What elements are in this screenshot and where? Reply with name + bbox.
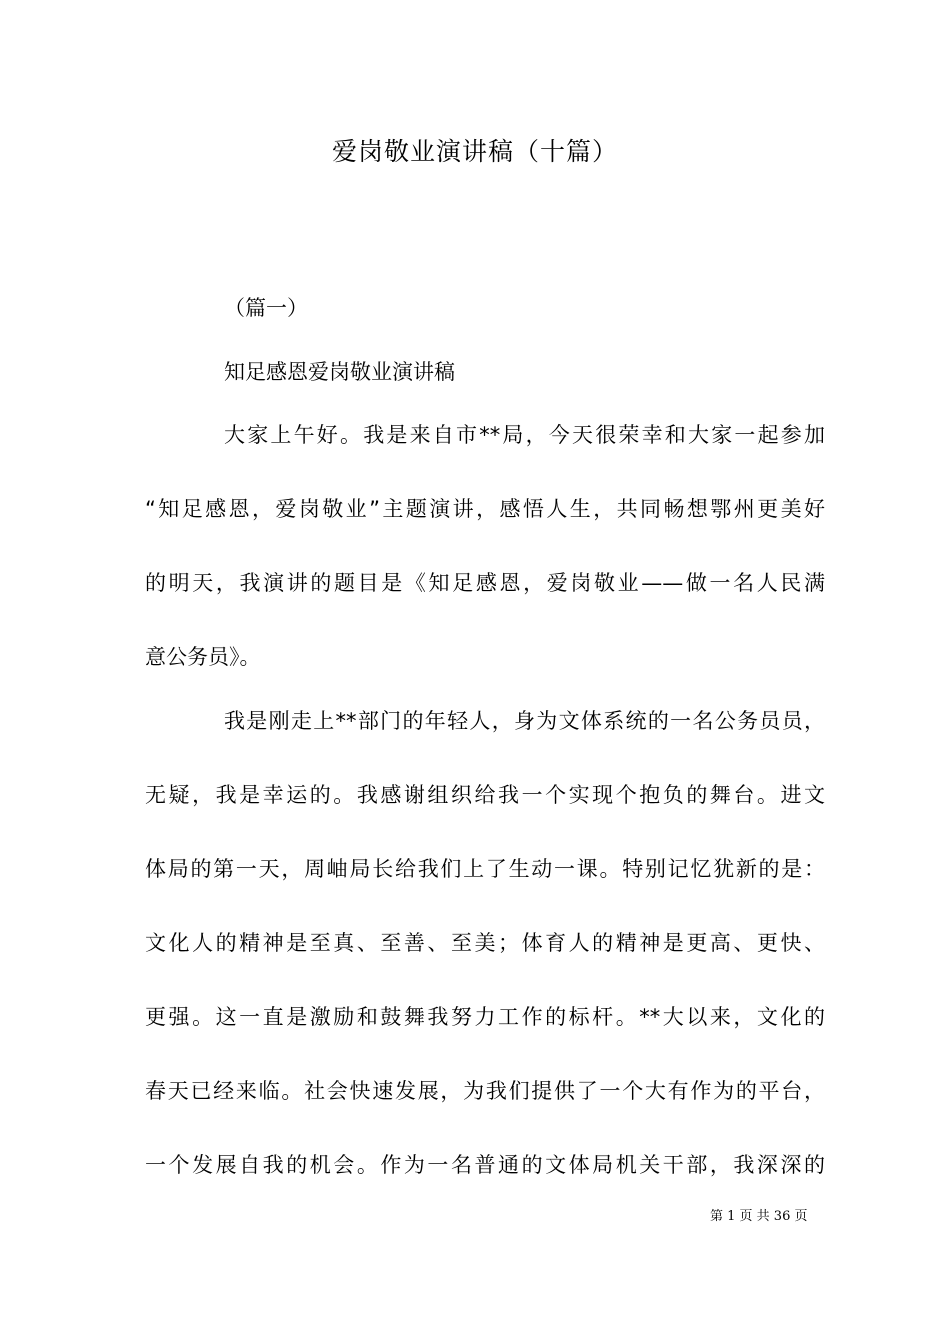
section-label: （篇一） <box>224 296 308 320</box>
document-title: 爱岗敬业演讲稿（十篇） <box>331 137 618 166</box>
paragraph-line: 无疑，我是幸运的。我感谢组织给我一个实现个抱负的舞台。进文 <box>145 783 825 807</box>
paragraph-line: 更强。这一直是激励和鼓舞我努力工作的标杆。**大以来，文化的 <box>145 1005 825 1029</box>
paragraph-line: 意公务员》。 <box>145 645 261 669</box>
paragraph-line: “知足感恩，爱岗敬业”主题演讲，感悟人生，共同畅想鄂州更美好 <box>145 497 825 521</box>
paragraph-line: 春天已经来临。社会快速发展，为我们提供了一个大有作为的平台， <box>145 1079 825 1103</box>
page-number: 第 1 页 共 36 页 <box>710 1209 808 1224</box>
paragraph-line: 我是刚走上**部门的年轻人，身为文体系统的一名公务员员， <box>224 709 825 733</box>
paragraph-line: 文化人的精神是至真、至善、至美；体育人的精神是更高、更快、 <box>145 931 825 955</box>
paragraph-line: 体局的第一天，周岫局长给我们上了生动一课。特别记忆犹新的是： <box>145 857 825 881</box>
paragraph-line: 的明天，我演讲的题目是《知足感恩，爱岗敬业——做一名人民满 <box>145 571 825 595</box>
paragraph-line: 一个发展自我的机会。作为一名普通的文体局机关干部，我深深的 <box>145 1153 825 1177</box>
speech-subtitle: 知足感恩爱岗敬业演讲稿 <box>224 360 455 384</box>
paragraph-line: 大家上午好。我是来自市**局，今天很荣幸和大家一起参加 <box>224 423 825 447</box>
